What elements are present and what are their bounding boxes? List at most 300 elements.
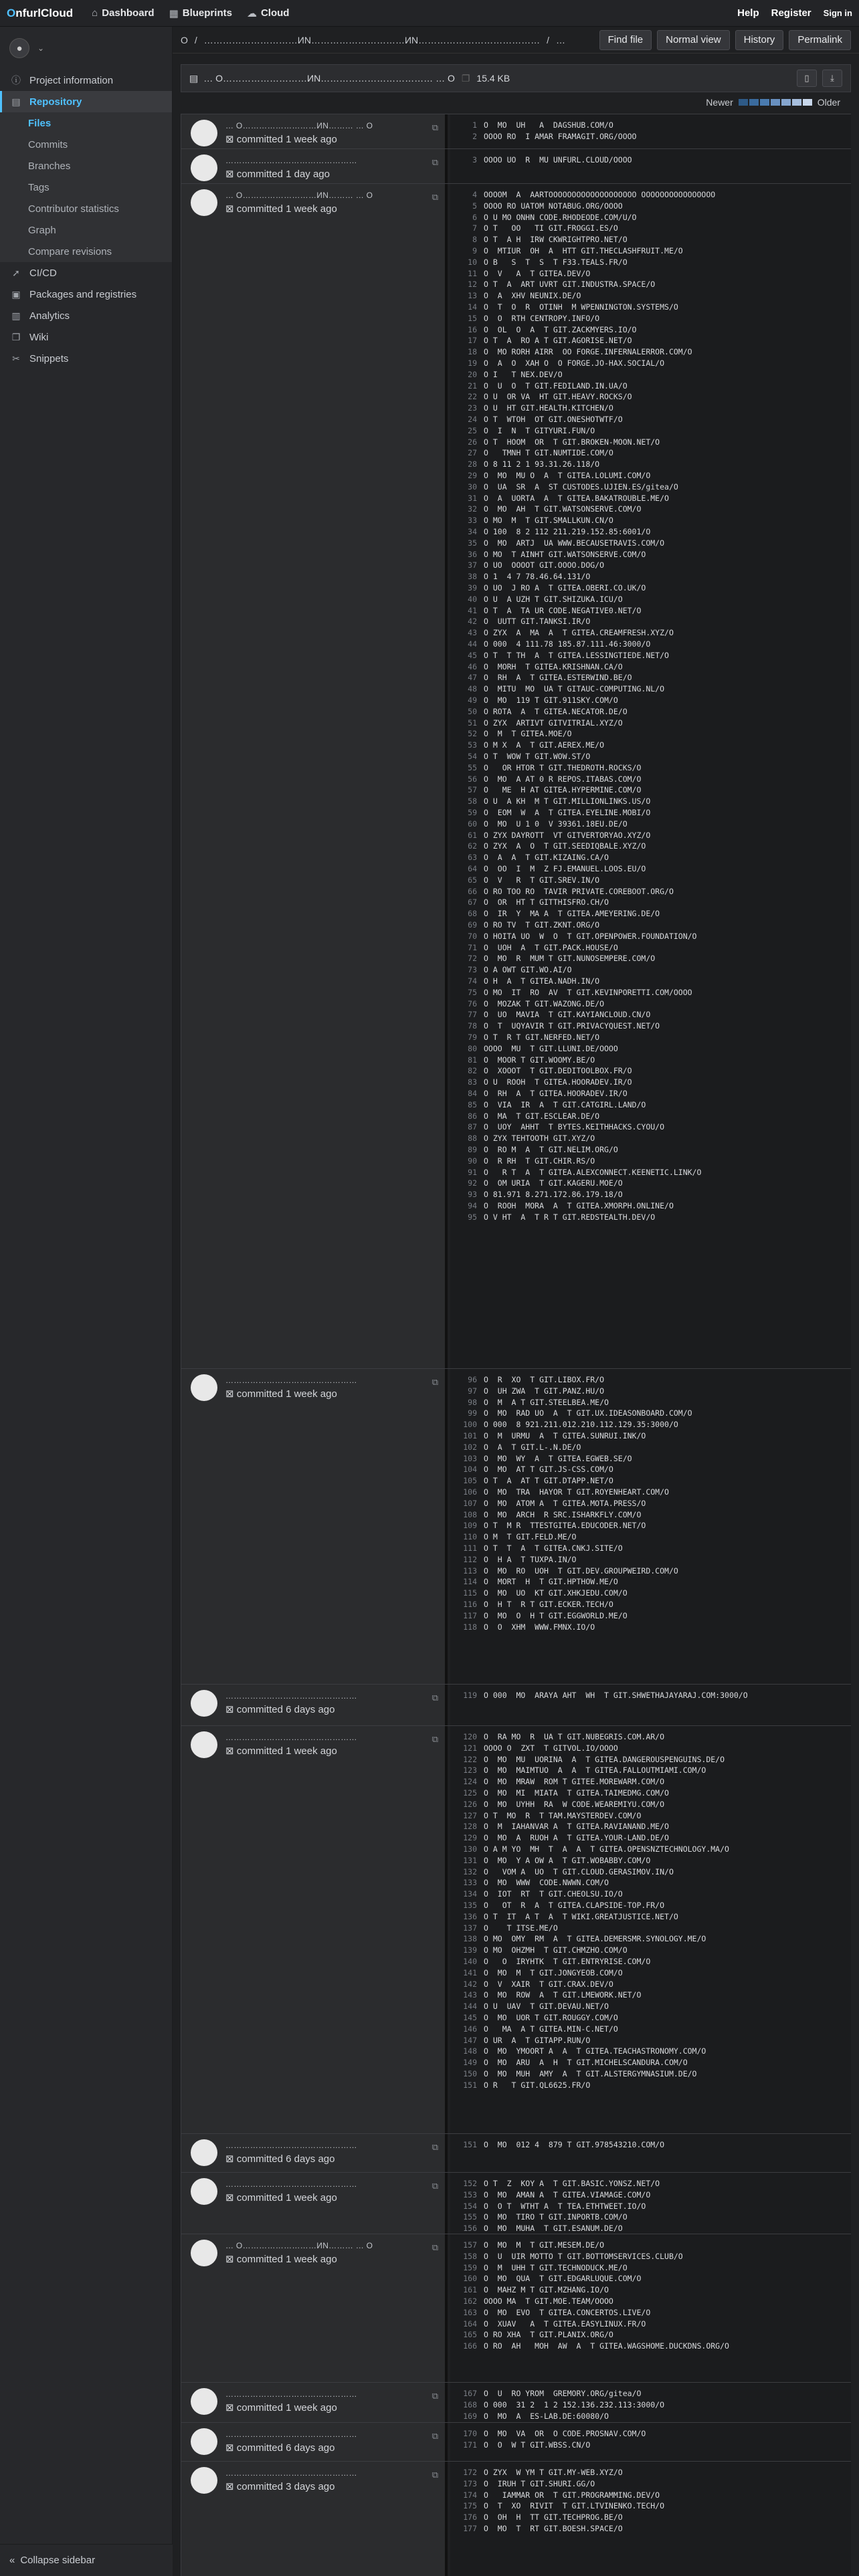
line-number[interactable]: 32 — [468, 504, 477, 514]
sidebar-subitem-commits[interactable]: Commits — [0, 134, 172, 155]
line-number[interactable]: 19 — [468, 358, 477, 368]
avatar[interactable] — [191, 2388, 217, 2415]
line-number[interactable]: 176 — [463, 2512, 477, 2523]
line-number[interactable]: 153 — [463, 2189, 477, 2199]
commit-title[interactable]: ………………………………………… — [225, 1733, 357, 1742]
line-number[interactable]: 98 — [468, 1397, 477, 1407]
line-number[interactable]: 21 — [468, 381, 477, 391]
line-number[interactable]: 30 — [468, 481, 477, 492]
line-number[interactable]: 138 — [463, 1934, 477, 1944]
line-number[interactable]: 37 — [468, 560, 477, 570]
sidebar-item-cicd[interactable]: ➚ CI/CD — [0, 262, 172, 284]
register-link[interactable]: Register — [771, 7, 812, 19]
sidebar-item-wiki[interactable]: ❐ Wiki — [0, 326, 172, 348]
line-number[interactable]: 92 — [468, 1178, 477, 1188]
line-number[interactable]: 8 — [472, 235, 477, 245]
line-number[interactable]: 150 — [463, 2069, 477, 2078]
line-number[interactable]: 128 — [463, 1822, 477, 1832]
line-number[interactable]: 16 — [468, 324, 477, 334]
line-number[interactable]: 116 — [463, 1600, 477, 1609]
brand-logo[interactable]: O nfurlCloud — [7, 6, 74, 19]
code-line — [450, 1121, 851, 1132]
view-blame-prior-icon[interactable]: ⧉ — [432, 2242, 438, 2252]
line-content: O T A RO A T GIT.AGORISE.NET/O — [484, 336, 632, 346]
blame-group — [181, 1684, 851, 1725]
sidebar-subitem-branches[interactable]: Branches — [0, 155, 172, 177]
view-blame-prior-icon[interactable]: ⧉ — [432, 1377, 438, 1387]
code-line — [450, 650, 851, 661]
sidebar-item-repository[interactable]: ▤ Repository — [0, 91, 172, 112]
line-number[interactable]: 110 — [463, 1532, 477, 1542]
line-number[interactable]: 89 — [468, 1145, 477, 1154]
line-number[interactable]: 135 — [463, 1901, 477, 1910]
commit-title[interactable]: ………………………………………… — [225, 2389, 357, 2399]
avatar[interactable] — [191, 2428, 217, 2455]
line-number[interactable]: 155 — [463, 2212, 477, 2222]
sidebar-item-project-info[interactable]: ⓘ Project information — [0, 70, 172, 91]
line-number[interactable]: 17 — [468, 336, 477, 346]
line-number[interactable]: 141 — [463, 1967, 477, 1977]
line-number[interactable]: 169 — [463, 2411, 477, 2421]
line-number[interactable]: 97 — [468, 1386, 477, 1396]
line-number[interactable]: 67 — [468, 897, 477, 907]
line-number[interactable]: 108 — [463, 1509, 477, 1519]
commit-title[interactable]: ………………………………………… — [225, 2141, 357, 2150]
line-content: O MO Y A OW A T GIT.WOBABBY.COM/O — [484, 1855, 651, 1865]
avatar[interactable] — [191, 2240, 217, 2266]
line-content: O H A T GITEA.NADH.IN/O — [484, 976, 600, 986]
code-line — [450, 1009, 851, 1020]
line-number[interactable]: 117 — [463, 1610, 477, 1620]
line-number[interactable]: 41 — [468, 605, 477, 615]
line-content: O UA SR A ST CUSTODES.UJIEN.ES/gitea/O — [484, 481, 678, 492]
line-number[interactable]: 4 — [472, 190, 477, 199]
sidebar-item-snippets[interactable]: ✂ Snippets — [0, 348, 172, 369]
line-number[interactable]: 124 — [463, 1777, 477, 1787]
commit-title[interactable]: ………………………………………… — [225, 2430, 357, 2439]
code-line — [450, 1990, 851, 2000]
line-number[interactable]: 121 — [463, 1743, 477, 1753]
line-content: O MO MUH AMY A T GIT.ALSTERGYMNASIUM.DE/O — [484, 2069, 697, 2078]
commit-title[interactable]: ………………………………………… — [225, 2468, 357, 2478]
nav-cloud[interactable]: ☁ Cloud — [246, 7, 290, 19]
line-number[interactable]: 50 — [468, 706, 477, 716]
line-number[interactable]: 171 — [463, 2440, 477, 2450]
line-number[interactable]: 132 — [463, 1866, 477, 1876]
line-number[interactable]: 94 — [468, 1201, 477, 1210]
line-number[interactable]: 103 — [463, 1453, 477, 1463]
line-number[interactable]: 115 — [463, 1588, 477, 1598]
line-number[interactable]: 164 — [463, 2319, 477, 2329]
line-number[interactable]: 122 — [463, 1754, 477, 1764]
view-blame-prior-icon[interactable]: ⧉ — [432, 157, 438, 167]
history-button[interactable]: History — [735, 30, 784, 50]
line-number[interactable]: 149 — [463, 2058, 477, 2068]
line-number[interactable]: 25 — [468, 425, 477, 435]
line-number[interactable]: 163 — [463, 2307, 477, 2317]
line-number[interactable]: 43 — [468, 628, 477, 638]
line-number[interactable]: 125 — [463, 1788, 477, 1798]
line-number[interactable]: 64 — [468, 864, 477, 873]
line-number[interactable]: 20 — [468, 369, 477, 379]
line-number[interactable]: 55 — [468, 762, 477, 772]
line-number[interactable]: 36 — [468, 549, 477, 559]
line-number[interactable]: 14 — [468, 302, 477, 312]
line-number[interactable]: 71 — [468, 942, 477, 952]
line-number[interactable]: 147 — [463, 2035, 477, 2045]
line-number[interactable]: 130 — [463, 1844, 477, 1854]
line-number[interactable]: 87 — [468, 1122, 477, 1132]
line-number[interactable]: 83 — [468, 1077, 477, 1087]
blame-code-block — [450, 149, 851, 183]
commit-title[interactable]: … O………………………ИN……… … O — [225, 121, 373, 130]
line-number[interactable]: 88 — [468, 1134, 477, 1144]
line-number[interactable]: 15 — [468, 313, 477, 323]
line-number[interactable]: 161 — [463, 2285, 477, 2295]
line-number[interactable]: 77 — [468, 1010, 477, 1020]
line-content: O MO AT T GIT.JS-CSS.COM/O — [484, 1465, 613, 1475]
line-number[interactable]: 9 — [472, 246, 477, 255]
line-number[interactable]: 173 — [463, 2478, 477, 2488]
line-number[interactable]: 68 — [468, 909, 477, 919]
line-number[interactable]: 174 — [463, 2490, 477, 2500]
line-number[interactable]: 107 — [463, 1498, 477, 1508]
line-number[interactable]: 127 — [463, 1810, 477, 1820]
line-number[interactable]: 38 — [468, 572, 477, 582]
line-number[interactable]: 5 — [472, 201, 477, 211]
line-number[interactable]: 137 — [463, 1923, 477, 1933]
line-number[interactable]: 93 — [468, 1190, 477, 1200]
line-number[interactable]: 27 — [468, 448, 477, 458]
sidebar-item-analytics[interactable]: ▥ Analytics — [0, 305, 172, 326]
line-number[interactable]: 101 — [463, 1431, 477, 1440]
view-blame-prior-icon[interactable]: ⧉ — [432, 2470, 438, 2480]
line-number[interactable]: 3 — [472, 155, 477, 165]
line-number[interactable]: 86 — [468, 1111, 477, 1121]
line-number[interactable]: 13 — [468, 291, 477, 301]
line-number[interactable]: 49 — [468, 695, 477, 705]
commit-title[interactable]: ………………………………………… — [225, 1691, 357, 1701]
line-content: O MO UO KT GIT.XHKJEDU.COM/O — [484, 1588, 628, 1598]
commit-title[interactable]: ………………………………………… — [225, 156, 357, 165]
line-number[interactable]: 144 — [463, 2002, 477, 2012]
line-number[interactable]: 58 — [468, 796, 477, 807]
line-number[interactable]: 99 — [468, 1408, 477, 1418]
line-number[interactable]: 69 — [468, 920, 477, 930]
line-number[interactable]: 6 — [472, 212, 477, 222]
line-number[interactable]: 145 — [463, 2013, 477, 2022]
line-number[interactable]: 72 — [468, 954, 477, 964]
double-chevron-left-icon: « — [9, 2555, 15, 2566]
avatar[interactable] — [191, 1690, 217, 1717]
line-number[interactable]: 126 — [463, 1799, 477, 1809]
line-number[interactable]: 85 — [468, 1099, 477, 1109]
avatar[interactable] — [191, 2139, 217, 2166]
line-number[interactable]: 159 — [463, 2262, 477, 2272]
sidebar-item-packages[interactable]: ▣ Packages and registries — [0, 284, 172, 305]
code-line — [450, 2046, 851, 2056]
view-blame-prior-icon[interactable]: ⧉ — [432, 2181, 438, 2191]
main-content — [173, 27, 859, 2576]
breadcrumb-path[interactable]: …………………………ИN…………………………ИN………………………………… — [203, 34, 541, 45]
line-number[interactable]: 111 — [463, 1543, 477, 1553]
line-number[interactable]: 175 — [463, 2501, 477, 2511]
view-blame-prior-icon[interactable]: ⧉ — [432, 122, 438, 132]
line-number[interactable]: 177 — [463, 2524, 477, 2533]
line-number[interactable]: 154 — [463, 2201, 477, 2211]
line-number[interactable]: 151 — [463, 2080, 477, 2090]
line-number[interactable]: 70 — [468, 931, 477, 941]
find-file-button[interactable]: Find file — [599, 30, 652, 50]
line-number[interactable]: 79 — [468, 1033, 477, 1042]
line-number[interactable]: 1 — [472, 120, 477, 130]
line-number[interactable]: 75 — [468, 987, 477, 997]
collapse-sidebar-button[interactable]: « Collapse sidebar — [0, 2544, 173, 2576]
line-number[interactable]: 129 — [463, 1833, 477, 1843]
line-number[interactable]: 81 — [468, 1055, 477, 1065]
sidebar-subitem-tags[interactable]: Tags — [0, 177, 172, 198]
line-number[interactable]: 123 — [463, 1765, 477, 1776]
line-number[interactable]: 152 — [463, 2179, 477, 2188]
line-number[interactable]: 146 — [463, 2024, 477, 2034]
blame-code-block — [450, 1685, 851, 1725]
chevron-down-icon[interactable]: ⌄ — [37, 43, 45, 53]
blame-group — [181, 2133, 851, 2172]
code-line — [450, 2201, 851, 2212]
line-number[interactable]: 24 — [468, 415, 477, 424]
line-number[interactable]: 136 — [463, 1911, 477, 1921]
line-number[interactable]: 100 — [463, 1420, 477, 1430]
code-line — [450, 2189, 851, 2200]
line-number[interactable]: 133 — [463, 1878, 477, 1888]
code-line — [450, 223, 851, 233]
line-number[interactable]: 54 — [468, 752, 477, 761]
line-number[interactable]: 33 — [468, 516, 477, 526]
left-sidebar — [0, 27, 173, 2576]
line-number[interactable]: 168 — [463, 2399, 477, 2409]
commit-title[interactable]: ………………………………………… — [225, 1376, 357, 1385]
avatar[interactable] — [191, 2467, 217, 2494]
line-number[interactable]: 82 — [468, 1066, 477, 1076]
line-number[interactable]: 140 — [463, 1957, 477, 1966]
breadcrumb-file[interactable]: … — [556, 34, 566, 45]
line-content: O UO MAVIA T GIT.KAYIANCLOUD.CN/O — [484, 1010, 651, 1020]
line-number[interactable]: 96 — [468, 1375, 477, 1384]
line-number[interactable]: 84 — [468, 1089, 477, 1098]
line-number[interactable]: 63 — [468, 853, 477, 863]
sign-in-link[interactable]: Sign in — [823, 8, 852, 18]
line-number[interactable]: 139 — [463, 1945, 477, 1955]
permalink-button[interactable]: Permalink — [789, 30, 851, 50]
line-number[interactable]: 166 — [463, 2341, 477, 2351]
download-button[interactable] — [822, 70, 842, 87]
avatar[interactable] — [191, 120, 217, 146]
line-content: O U A UZH T GIT.SHIZUKA.ICU/O — [484, 594, 623, 604]
code-line — [450, 1576, 851, 1587]
line-number[interactable]: 11 — [468, 268, 477, 278]
avatar[interactable] — [191, 154, 217, 181]
line-number[interactable]: 165 — [463, 2330, 477, 2340]
line-content: O U MO ONHN CODE.RHODEODE.COM/U/O — [484, 212, 637, 222]
line-number[interactable]: 40 — [468, 594, 477, 604]
line-content: O R XO T GIT.LIBOX.FR/O — [484, 1375, 605, 1384]
line-content: OOOO RO I AMAR FRAMAGIT.ORG/OOOO — [484, 131, 637, 141]
line-number[interactable]: 78 — [468, 1021, 477, 1031]
line-content: O MO AMAN A T GITEA.VIAMAGE.COM/O — [484, 2189, 651, 2199]
line-number[interactable]: 131 — [463, 1855, 477, 1865]
line-number[interactable]: 90 — [468, 1156, 477, 1166]
avatar[interactable] — [191, 1731, 217, 1758]
line-number[interactable]: 113 — [463, 1566, 477, 1576]
line-number[interactable]: 10 — [468, 257, 477, 267]
line-content: O MOOR T GIT.WOOMY.BE/O — [484, 1055, 595, 1065]
sidebar-subitem-contributor-statistics[interactable]: Contributor statistics — [0, 198, 172, 219]
line-number[interactable]: 44 — [468, 639, 477, 649]
line-number[interactable]: 62 — [468, 841, 477, 851]
code-line — [450, 2490, 851, 2500]
line-number[interactable]: 112 — [463, 1554, 477, 1564]
legend-swatch — [739, 99, 748, 106]
avatar[interactable] — [191, 189, 217, 216]
line-number[interactable]: 158 — [463, 2251, 477, 2261]
code-line — [450, 1386, 851, 1396]
line-number[interactable]: 106 — [463, 1487, 477, 1497]
nav-blueprints[interactable]: ▦ Blueprints — [169, 7, 232, 19]
line-number[interactable]: 143 — [463, 1990, 477, 2000]
code-line — [450, 1167, 851, 1178]
line-number[interactable]: 2 — [472, 131, 477, 141]
copy-icon[interactable]: ❐ — [461, 72, 470, 84]
line-number[interactable]: 60 — [468, 819, 477, 829]
code-line — [450, 324, 851, 335]
line-number[interactable]: 148 — [463, 2046, 477, 2056]
line-number[interactable]: 53 — [468, 740, 477, 750]
avatar[interactable] — [191, 2178, 217, 2205]
normal-view-button[interactable]: Normal view — [657, 30, 730, 50]
line-number[interactable]: 23 — [468, 403, 477, 413]
commit-title[interactable]: … O………………………ИN……… … O — [225, 2241, 373, 2250]
avatar[interactable] — [191, 1374, 217, 1401]
line-number[interactable]: 109 — [463, 1521, 477, 1531]
line-number[interactable]: 42 — [468, 617, 477, 627]
line-content: O A T GIT.L-.N.DE/O — [484, 1442, 581, 1452]
line-number[interactable]: 120 — [463, 1732, 477, 1741]
line-number[interactable]: 22 — [468, 392, 477, 402]
line-content: O T A ART UVRT GIT.INDUSTRA.SPACE/O — [484, 280, 656, 290]
line-number[interactable]: 12 — [468, 280, 477, 290]
code-line — [450, 2251, 851, 2262]
line-number[interactable]: 66 — [468, 886, 477, 896]
line-number[interactable]: 34 — [468, 527, 477, 536]
open-raw-button[interactable] — [797, 70, 817, 87]
line-number[interactable]: 51 — [468, 718, 477, 728]
view-blame-prior-icon[interactable]: ⧉ — [432, 1693, 438, 1703]
commit-title[interactable]: ………………………………………… — [225, 2179, 357, 2189]
code-line — [450, 627, 851, 638]
commit-title[interactable]: … O………………………ИN……… … O — [225, 191, 373, 200]
line-number[interactable]: 142 — [463, 1979, 477, 1989]
line-number[interactable]: 105 — [463, 1476, 477, 1486]
sidebar-subitem-graph[interactable]: Graph — [0, 219, 172, 241]
line-number[interactable]: 57 — [468, 785, 477, 795]
line-number[interactable]: 156 — [463, 2224, 477, 2234]
sidebar-subitem-compare-revisions[interactable]: Compare revisions — [0, 241, 172, 262]
nav-dashboard[interactable]: ⌂ Dashboard — [92, 7, 155, 19]
line-content: O MO M T GIT.SMALLKUN.CN/O — [484, 516, 613, 526]
line-number[interactable]: 102 — [463, 1442, 477, 1452]
book-icon: ❐ — [11, 331, 21, 342]
line-number[interactable]: 7 — [472, 223, 477, 233]
view-blame-prior-icon[interactable]: ⧉ — [432, 192, 438, 202]
line-number[interactable]: 74 — [468, 976, 477, 986]
line-number[interactable]: 104 — [463, 1465, 477, 1475]
line-number[interactable]: 172 — [463, 2468, 477, 2477]
code-line — [450, 672, 851, 683]
line-number[interactable]: 56 — [468, 774, 477, 784]
line-number[interactable]: 39 — [468, 583, 477, 593]
project-avatar[interactable]: ● — [9, 38, 29, 58]
line-number[interactable]: 35 — [468, 538, 477, 548]
line-number[interactable]: 59 — [468, 808, 477, 817]
line-number[interactable]: 80 — [468, 1043, 477, 1053]
line-number[interactable]: 114 — [463, 1577, 477, 1587]
line-number[interactable]: 52 — [468, 729, 477, 739]
line-number[interactable]: 61 — [468, 830, 477, 840]
code-line — [450, 784, 851, 795]
line-number[interactable]: 160 — [463, 2274, 477, 2284]
view-blame-prior-icon[interactable]: ⧉ — [432, 1734, 438, 1744]
line-number[interactable]: 18 — [468, 347, 477, 357]
line-number[interactable]: 118 — [463, 1622, 477, 1632]
line-number[interactable]: 65 — [468, 875, 477, 885]
line-number[interactable]: 47 — [468, 673, 477, 683]
line-number[interactable]: 119 — [463, 1691, 477, 1700]
line-number[interactable]: 162 — [463, 2296, 477, 2306]
line-content: O U UIR MOTTO T GIT.BOTTOMSERVICES.CLUB/O — [484, 2251, 683, 2261]
line-number[interactable]: 170 — [463, 2429, 477, 2438]
line-content: O A XHV NEUNIX.DE/O — [484, 291, 581, 301]
line-number[interactable]: 26 — [468, 437, 477, 447]
code-line — [450, 718, 851, 728]
view-blame-prior-icon[interactable]: ⧉ — [432, 2142, 438, 2152]
line-number[interactable]: 76 — [468, 998, 477, 1008]
line-number[interactable]: 29 — [468, 471, 477, 480]
line-content: O RO M A T GIT.NELIM.ORG/O — [484, 1145, 618, 1154]
line-number[interactable]: 95 — [468, 1212, 477, 1222]
line-number[interactable]: 48 — [468, 684, 477, 694]
line-number[interactable]: 73 — [468, 965, 477, 975]
breadcrumb-root[interactable]: O — [181, 34, 188, 45]
line-number[interactable]: 167 — [463, 2389, 477, 2398]
view-blame-prior-icon[interactable]: ⧉ — [432, 2431, 438, 2441]
line-content: O MO TRA HAYOR T GIT.ROYENHEART.COM/O — [484, 1487, 669, 1497]
line-number[interactable]: 46 — [468, 661, 477, 671]
line-number[interactable]: 31 — [468, 493, 477, 503]
code-line — [450, 1498, 851, 1509]
line-number[interactable]: 45 — [468, 650, 477, 660]
view-blame-prior-icon[interactable]: ⧉ — [432, 2391, 438, 2401]
code-line — [450, 1911, 851, 1922]
line-content: O RH A T GITEA.HOORADEV.IR/O — [484, 1089, 628, 1098]
line-number[interactable]: 151 — [463, 2140, 477, 2149]
line-number[interactable]: 134 — [463, 1889, 477, 1899]
sidebar-subitem-files[interactable]: Files — [0, 112, 172, 134]
help-link[interactable]: Help — [737, 7, 759, 19]
line-number[interactable]: 91 — [468, 1167, 477, 1177]
line-number[interactable]: 28 — [468, 459, 477, 469]
blame-group — [181, 2422, 851, 2461]
line-number[interactable]: 157 — [463, 2240, 477, 2250]
